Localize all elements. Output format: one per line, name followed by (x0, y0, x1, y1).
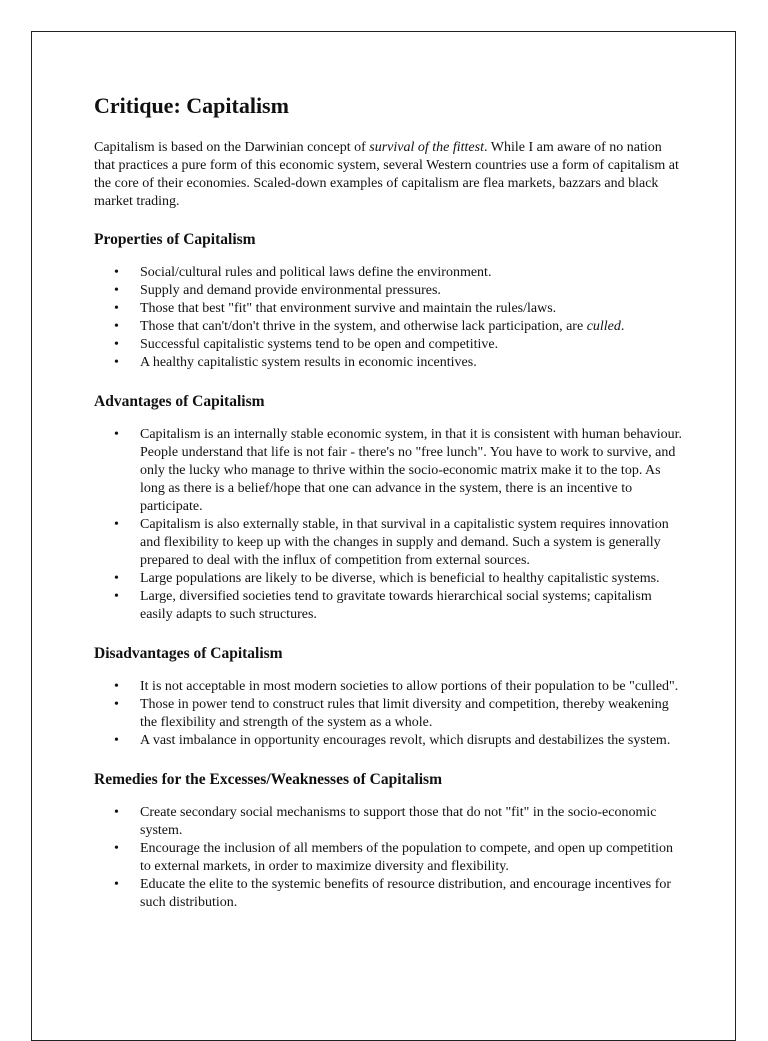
document-page (31, 31, 736, 1041)
list-item: • Capitalism is also externally stable, in that survival in a capitalistic system requires innovation and flexibility to keep up with the changes in supply and demand. Such a system is generally prepared to deal with the influx of competition from external sources. (94, 516, 684, 570)
list-item: • Educate the elite to the systemic benefits of resource distribution, and encourage incentives for such distribution. (94, 876, 684, 912)
list-item: • Social/cultural rules and political laws define the environment. (94, 264, 684, 282)
list-item: • Those in power tend to construct rules that limit diversity and competition, thereby weakening the flexibility and strength of the system as a whole. (94, 696, 684, 732)
list-item: • Large populations are likely to be diverse, which is beneficial to healthy capitalistic systems. (94, 570, 684, 588)
list-item: • A vast imbalance in opportunity encourages revolt, which disrupts and destabilizes the system. (94, 732, 684, 750)
list-item: • Large, diversified societies tend to gravitate towards hierarchical social systems; capitalism easily adapts to such structures. (94, 588, 684, 624)
list-item: • It is not acceptable in most modern societies to allow portions of their population to be "culled". (94, 678, 684, 696)
list-item-text: Those that can't/don't thrive in the system, and otherwise lack participation, are (140, 319, 587, 334)
list-item: • Create secondary social mechanisms to support those that do not "fit" in the socio-economic system. (94, 804, 684, 840)
list-item: • Successful capitalistic systems tend to be open and competitive. (94, 336, 684, 354)
disadvantages-list (94, 678, 684, 750)
properties-heading: Properties of Capitalism (94, 231, 256, 248)
properties-list (94, 264, 684, 372)
advantages-list (94, 426, 684, 624)
list-item (94, 318, 684, 336)
intro-paragraph (94, 139, 684, 211)
list-item-period: . (620, 319, 625, 334)
document-content (94, 92, 684, 932)
list-item: • Capitalism is an internally stable economic system, in that it is consistent with human behaviour. People understand that life is not fair - there's no "free lunch". You have to work to survive, and only the lucky who manage to thrive within the socio-economic matrix make it to the top. As long as there is a belief/hope that one can advance in the system, there is an incentive to participate. (94, 426, 684, 516)
disadvantages-heading: Disadvantages of Capitalism (94, 645, 283, 662)
page-title: Critique: Capitalism (94, 93, 289, 118)
list-item: • Those that best "fit" that environment survive and maintain the rules/laws. (94, 300, 684, 318)
remedies-heading: Remedies for the Excesses/Weaknesses of Capitalism (94, 771, 443, 788)
advantages-heading: Advantages of Capitalism (94, 393, 265, 410)
list-item: • A healthy capitalistic system results in economic incentives. (94, 354, 684, 372)
intro-text-start: Capitalism is based on the Darwinian concept of (94, 140, 370, 155)
intro-emphasis: survival of the fittest (369, 140, 484, 155)
intro-text-end: . While I am aware of no nation that practices a pure form of this economic system, several Western countries use a form of capitalism at the core of their economies. Scaled-down examples of capitalism are flea markets, bazzars and black market trading. (94, 140, 679, 209)
culled-emphasis: culled (586, 319, 621, 334)
remedies-list (94, 804, 684, 912)
list-item: • Supply and demand provide environmental pressures. (94, 282, 684, 300)
list-item: • Encourage the inclusion of all members of the population to compete, and open up competition to external markets, in order to maximize diversity and flexibility. (94, 840, 684, 876)
